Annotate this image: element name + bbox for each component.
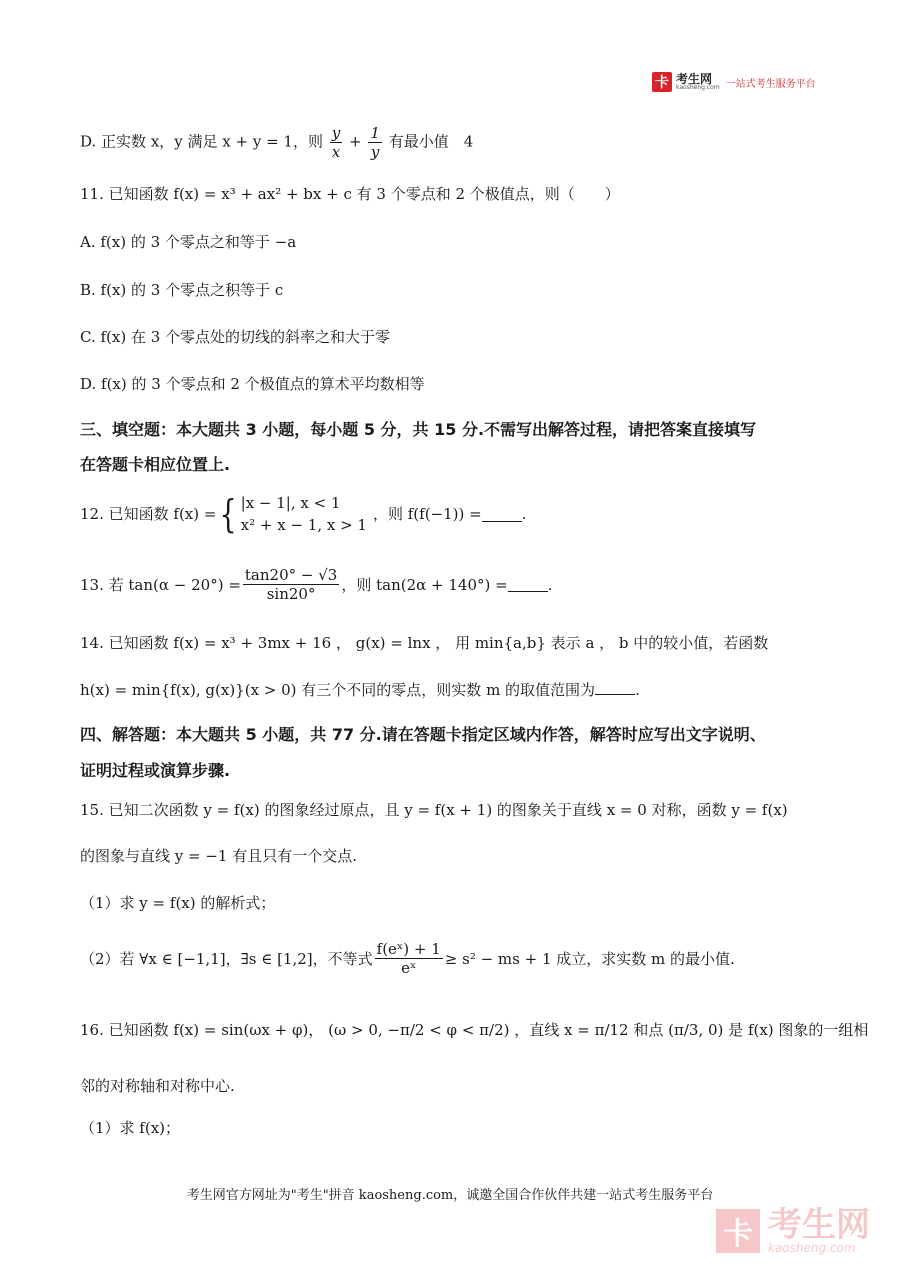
q10-option-d: D. 正实数 x，y 满足 x + y = 1，则 $\frac{y}{x}$ + $\frac{1}{y}$ 有最小值 4 [80,124,474,161]
q16-part-1: （1）求 f(x)； [80,1119,181,1137]
brand-logo-icon: 卡 [652,72,672,92]
watermark-name: 考生网 [768,1205,870,1245]
watermark-url: kaosheng.com [768,1241,856,1255]
q15-part-2: （2）若 ∀x ∈ [−1,1]，∃s ∈ [1,2]，不等式 $\frac{\text{f(eˣ) + 1}}{\text{eˣ}}$ ≥ s² − ms + 1 成立，求实数 m 的最小值. [80,940,735,977]
q15-part-1: （1）求 y = f(x) 的解析式； [80,894,276,912]
q11-option-d: D. f(x) 的 3 个零点和 2 个极值点的算术平均数相等 [80,375,425,393]
section3-heading-1: 三、填空题：本大题共 3 小题，每小题 5 分，共 15 分.不需写出解答过程，请把答案直接填写 [80,420,757,439]
header-logo [652,72,816,92]
brand-name: 考生网 [676,72,713,86]
q11-stem: 11. 已知函数 f(x) = x³ + ax² + bx + c 有 3 个零点和 2 个极值点，则（ ） [80,185,620,203]
brand-tagline: 一站式考生服务平台 [725,78,816,90]
q14-line-1: 14. 已知函数 f(x) = x³ + 3mx + 16 ， g(x) = lnx ， 用 min{a,b} 表示 a ， b 中的较小值，若函数 [80,634,769,652]
brand-url: kaosheng.com [676,84,720,91]
q15-line-2: 的图象与直线 y = −1 有且只有一个交点. [80,847,357,865]
q12-answer-blank[interactable] [482,507,522,522]
q11-option-b: B. f(x) 的 3 个零点之积等于 c [80,281,284,299]
q13-answer-blank[interactable] [508,577,548,592]
q14-answer-blank[interactable] [595,680,635,695]
page-footer: 考生网官方网址为"考生"拼音 kaosheng.com，诚邀全国合作伙伴共建一站式考生服务平台 [186,1188,714,1203]
q15-line-1: 15. 已知二次函数 y = f(x) 的图象经过原点，且 y = f(x + 1) 的图象关于直线 x = 0 对称，函数 y = f(x) [80,801,788,819]
q16-line-2: 邻的对称轴和对称中心. [80,1077,235,1095]
q16-line-1: 16. 已知函数 f(x) = sin(ωx + φ)， (ω > 0, −π/2 < φ < π/2) ，直线 x = π/12 和点 (π/3, 0) 是 f(x) 图象的一组相 [80,1021,869,1039]
section3-heading-2: 在答题卡相应位置上. [80,455,231,474]
watermark-logo-icon: 卡 [716,1209,760,1253]
q13: 13. 若 tan(α − 20°) = $\frac{\tan 20^\circ - √3}{\sin 20^\circ}$ ，则 tan(2α + 140°) = . [80,566,553,603]
q14-line-2: h(x) = min{f(x), g(x)}(x > 0) 有三个不同的零点，则实数 m 的取值范围为 . [80,681,640,699]
q11-option-a: A. f(x) 的 3 个零点之和等于 −a [80,233,297,251]
q12-case-1: |x − 1|, x < 1 [240,494,341,512]
q11-option-c: C. f(x) 在 3 个零点处的切线的斜率之和大于零 [80,328,391,346]
watermark [716,1205,870,1255]
section4-heading-1: 四、解答题：本大题共 5 小题，共 77 分.请在答题卡指定区域内作答，解答时应写出文字说明、 [80,725,766,744]
q12-case-2: x² + x − 1, x > 1 [240,516,367,534]
section4-heading-2: 证明过程或演算步骤. [80,761,231,780]
q12: 12. 已知函数 f(x) = { |x − 1|, x < 1 x² + x − 1, x > 1 ，则 f(f(−1)) = . [80,492,527,536]
